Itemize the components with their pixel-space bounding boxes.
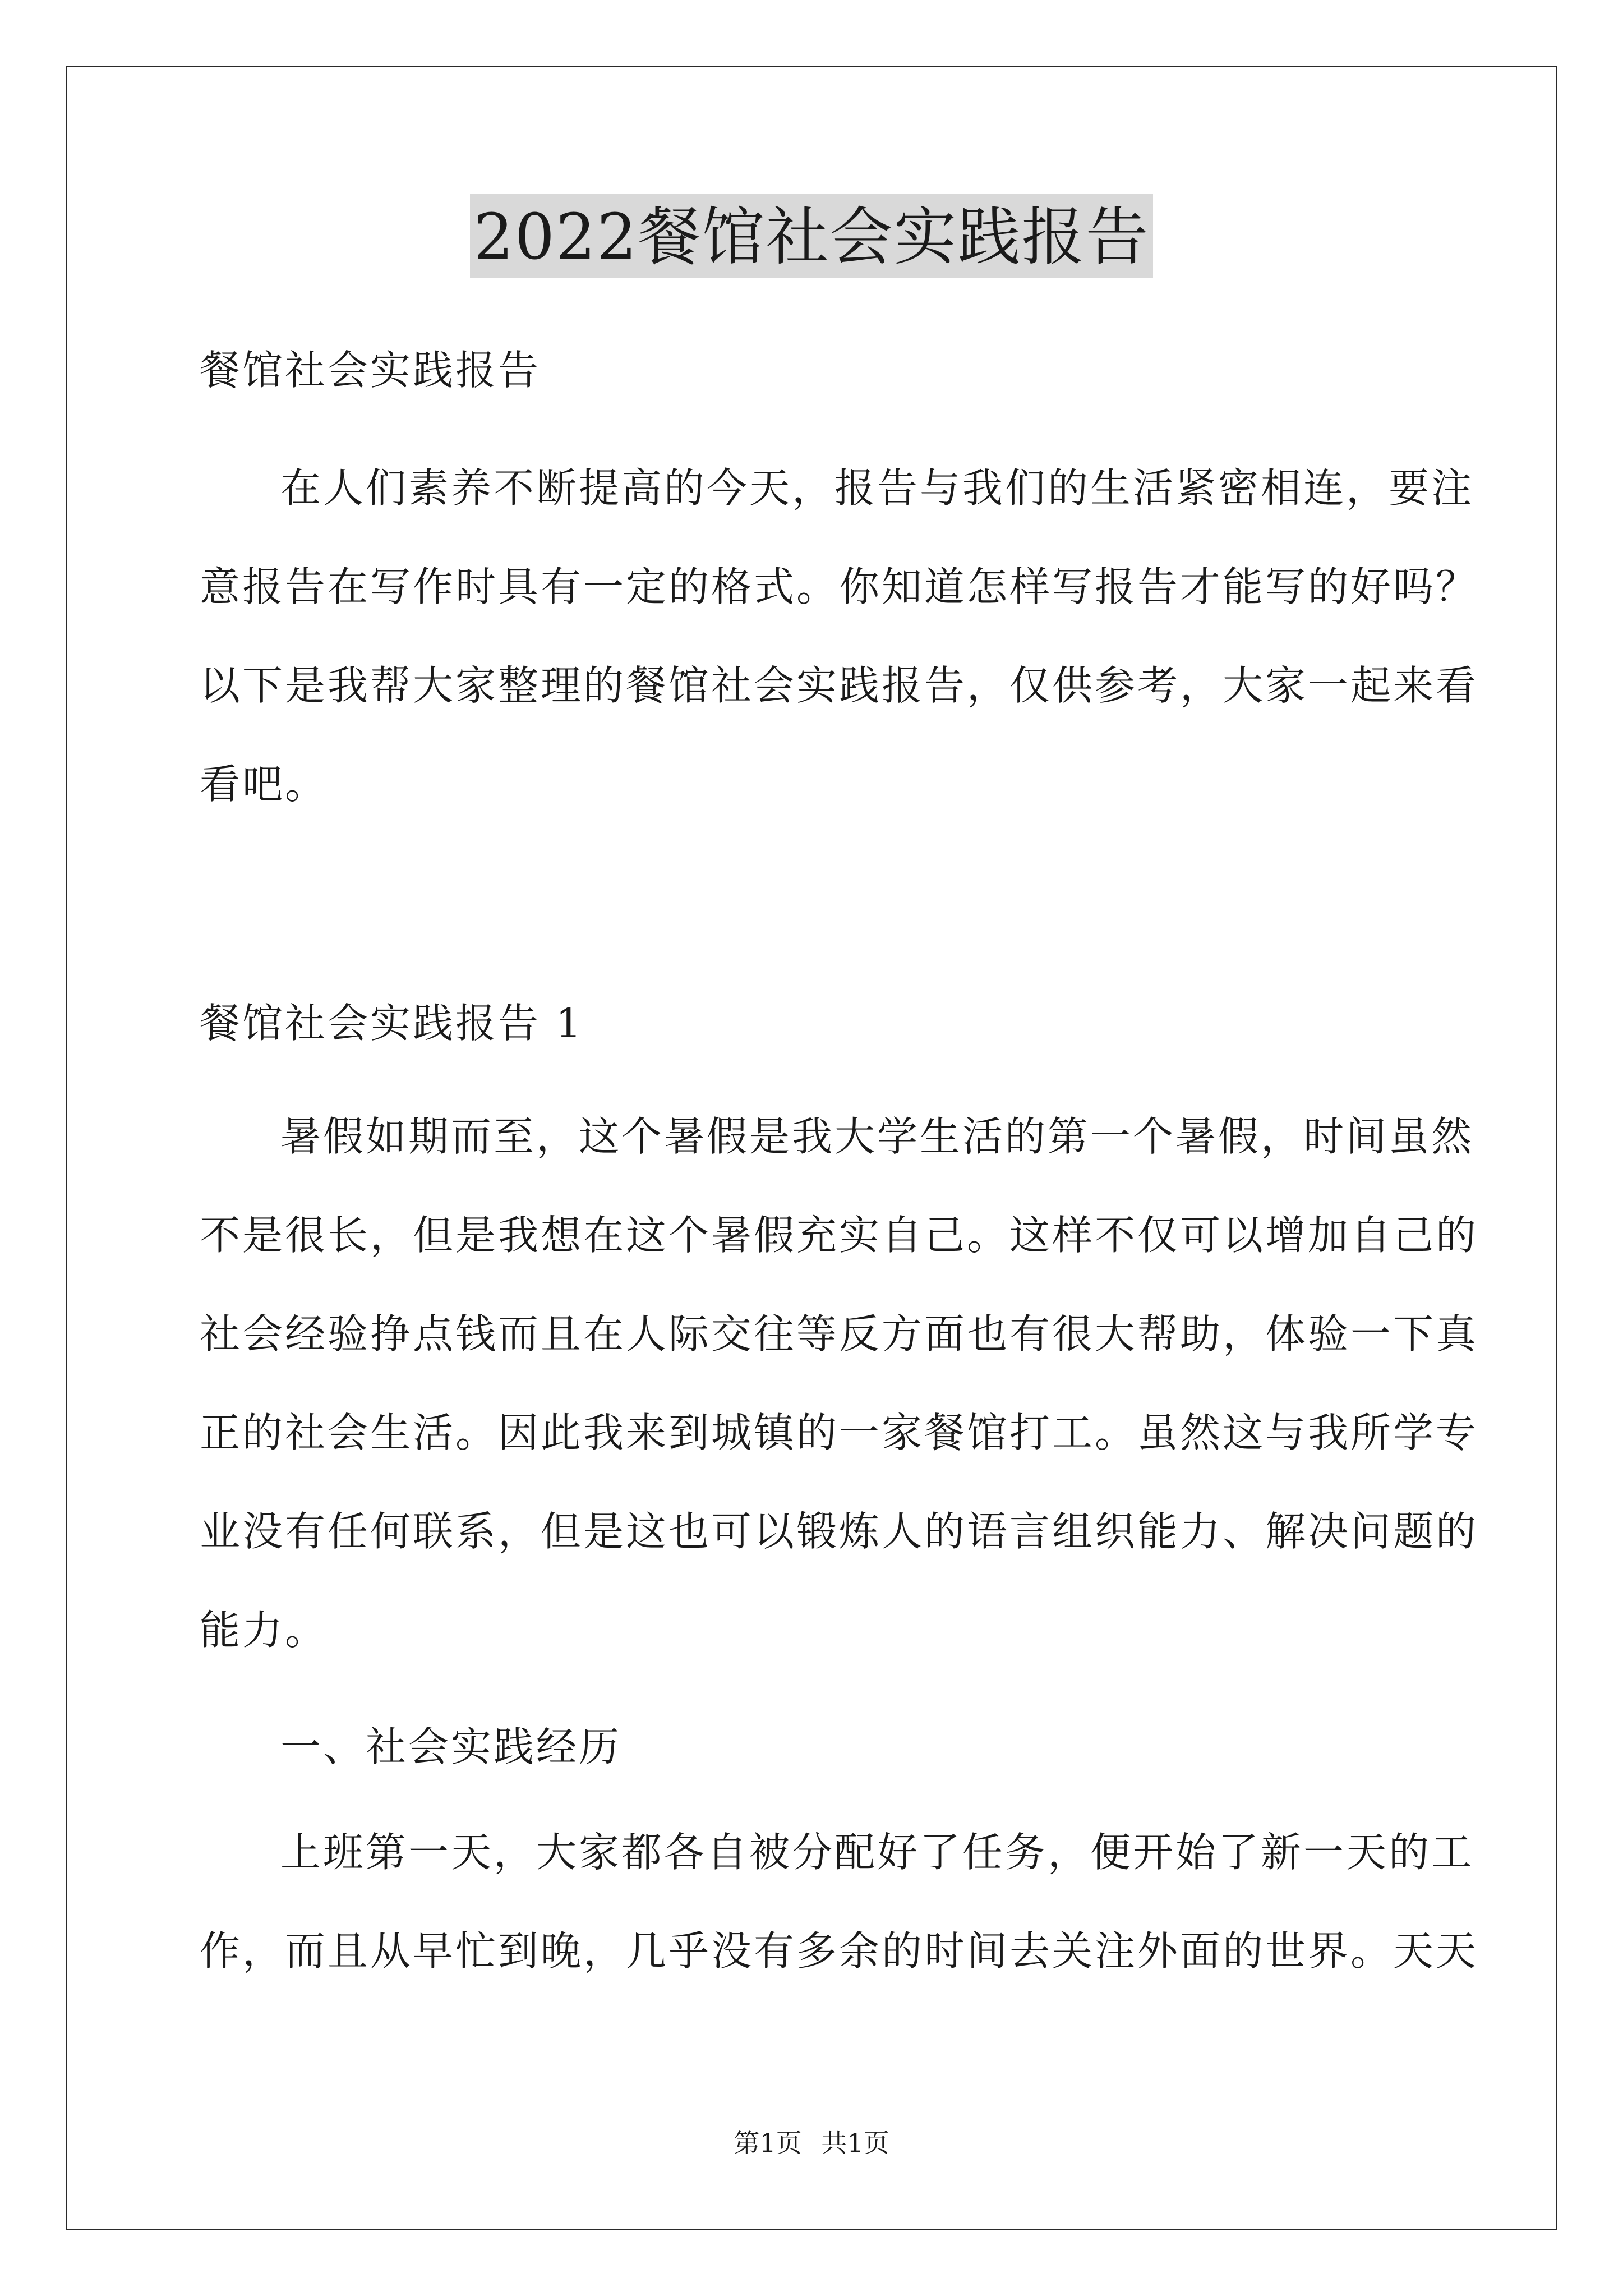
title-container (0, 194, 1623, 278)
paragraph-line: 作，而且从早忙到晚，几乎没有多余的时间去关注外面的世界。天天 (200, 1927, 1479, 1975)
paragraph-line: 看吧。 (200, 761, 328, 808)
paragraph-line: 正的社会生活。因此我来到城镇的一家餐馆打工。虽然这与我所学专 (200, 1409, 1479, 1456)
page-number: 第1页 (734, 2128, 802, 2158)
paragraph-line: 上班第一天，大家都各自被分配好了任务，便开始了新一天的工 (280, 1829, 1474, 1876)
section-heading: 餐馆社会实践报告 1 (200, 1000, 584, 1047)
paragraph-line: 在人们素养不断提高的今天，报告与我们的生活紧密相连，要注 (280, 464, 1474, 512)
subsection-heading: 一、社会实践经历 (280, 1723, 622, 1770)
paragraph-line: 意报告在写作时具有一定的格式。你知道怎样写报告才能写的好吗？ (200, 563, 1479, 610)
paragraph-line: 不是很长，但是我想在这个暑假充实自己。这样不仅可以增加自己的 (200, 1212, 1479, 1259)
paragraph-line: 社会经验挣点钱而且在人际交往等反方面也有很大帮助，体验一下真 (200, 1310, 1479, 1358)
paragraph-line: 能力。 (200, 1607, 328, 1654)
document-title: 2022餐馆社会实践报告 (470, 194, 1152, 278)
page-footer (0, 2126, 1623, 2160)
paragraph-line: 业没有任何联系，但是这也可以锻炼人的语言组织能力、解决问题的 (200, 1508, 1479, 1555)
page-total: 共1页 (821, 2128, 889, 2158)
paragraph-line: 以下是我帮大家整理的餐馆社会实践报告，仅供参考，大家一起来看 (200, 662, 1479, 709)
subtitle-line: 餐馆社会实践报告 (200, 347, 541, 394)
paragraph-line: 暑假如期而至，这个暑假是我大学生活的第一个暑假，时间虽然 (280, 1113, 1474, 1160)
